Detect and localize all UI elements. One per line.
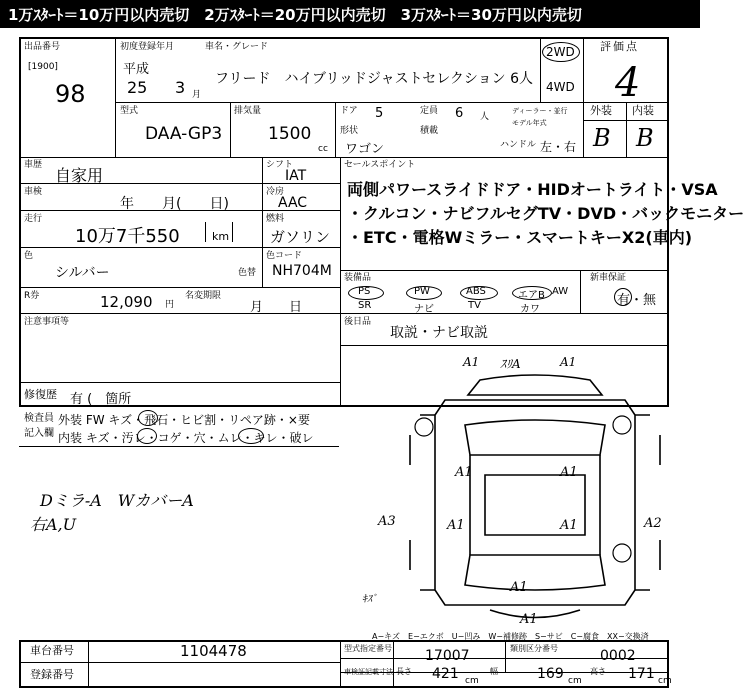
handle-value: 左・右 bbox=[540, 140, 577, 154]
mark-a1-top-right: A1 bbox=[560, 355, 577, 369]
int-grade: B bbox=[636, 124, 654, 152]
inspector-label2: 記入欄 bbox=[24, 428, 54, 439]
fuel-label: 燃料 bbox=[266, 214, 285, 224]
cargo-label: 積載 bbox=[420, 126, 439, 136]
dims-label: 車検証記載寸法 bbox=[344, 668, 393, 676]
width-unit: cm bbox=[568, 676, 582, 686]
int-label: 内装 bbox=[632, 104, 654, 117]
type-value: DAA-GP3 bbox=[145, 124, 223, 144]
reg-number-label: 登録番号 bbox=[30, 668, 74, 681]
equip-navi: ナビ bbox=[414, 304, 434, 315]
equip-airbag: エアB bbox=[518, 290, 545, 301]
lot-label: 出品番号 bbox=[24, 42, 61, 52]
drive-4wd: 4WD bbox=[546, 80, 575, 94]
capacity-label: 定員 bbox=[420, 106, 439, 116]
reg-month: 3 bbox=[175, 78, 186, 97]
equip-label: 装備品 bbox=[344, 273, 372, 283]
era: 平成 bbox=[123, 62, 150, 77]
inspector-label: 検査員 bbox=[24, 413, 54, 424]
sales-line3: ・ETC・電格Wミラー・スマートキーX2(車内) bbox=[347, 228, 693, 247]
equip-pw: PW bbox=[414, 286, 430, 297]
drive-2wd: 2WD bbox=[546, 45, 575, 59]
width-value: 169 bbox=[537, 666, 564, 682]
model-name: フリード ハイブリッドジャストセレクション 6人 bbox=[215, 71, 533, 87]
ac-label: 冷房 bbox=[266, 187, 285, 197]
mark-slide-a: ｽﾘA bbox=[500, 357, 521, 371]
cc-label: 排気量 bbox=[234, 106, 262, 116]
banner-text: 1万ｽﾀｰﾄ＝10万円以内売切 2万ｽﾀｰﾄ＝20万円以内売切 3万ｽﾀｰﾄ＝30万円以内売切 bbox=[8, 5, 582, 24]
new-car-value: 有・無 bbox=[617, 293, 657, 308]
height-value: 171 bbox=[628, 666, 655, 682]
mark-scratch: ｷｽﾞ bbox=[362, 594, 377, 605]
fuel-value: ガソリン bbox=[270, 228, 331, 246]
mark-a1-right-rear: A1 bbox=[560, 518, 578, 533]
diagram-legend: A−キズ E−エクボ U−凹み W−補修跡 S−サビ C−腐食 XX−交換済 bbox=[372, 632, 649, 641]
equip-sr: SR bbox=[358, 300, 372, 311]
cc-value: 1500 bbox=[268, 124, 312, 144]
type-label: 型式 bbox=[120, 106, 139, 116]
reg-year: 25 bbox=[127, 78, 148, 97]
mark-a1-rear: A1 bbox=[510, 580, 528, 595]
top-banner bbox=[0, 0, 700, 28]
mark-a1-bumper: A1 bbox=[520, 612, 538, 627]
color-label: 色 bbox=[24, 251, 34, 261]
reg-label: 初度登録年月 bbox=[120, 42, 175, 52]
handnote-1: Dミラ-A WカバーA bbox=[40, 491, 194, 510]
recycle-label: R券 bbox=[24, 291, 40, 301]
recycle-unit: 円 bbox=[165, 300, 175, 310]
len-unit: cm bbox=[465, 676, 479, 686]
sales-line2: ・クルコン・ナビフルセグTV・DVD・バックモニター bbox=[347, 204, 744, 223]
equip-ps: PS bbox=[358, 286, 371, 297]
ac-value: AAC bbox=[278, 195, 308, 211]
width-label: 幅 bbox=[490, 667, 498, 676]
ext-label: 外装 bbox=[590, 104, 612, 117]
shift-label: シフト bbox=[266, 160, 294, 170]
mark-a1-left-rear: A1 bbox=[447, 518, 465, 533]
sales-line1: 両側パワースライドドア・HIDオートライト・VSA bbox=[347, 180, 718, 199]
mark-a1-top-left: A1 bbox=[463, 355, 480, 369]
capacity-unit: 人 bbox=[480, 112, 490, 122]
equip-abs: ABS bbox=[466, 286, 486, 297]
sales-label: セールスポイント bbox=[344, 160, 416, 170]
repair-value: 有 ( 箇所 bbox=[70, 392, 132, 407]
color-value: シルバー bbox=[55, 265, 110, 281]
cc-unit: cc bbox=[318, 144, 328, 154]
mark-a3: A3 bbox=[378, 514, 396, 529]
equip-leather: カワ bbox=[520, 304, 540, 315]
equip-tv: TV bbox=[468, 300, 481, 311]
month-unit: 月 bbox=[192, 90, 202, 100]
doors-label: ドア bbox=[340, 106, 358, 116]
chassis-value: 1104478 bbox=[180, 642, 247, 660]
shift-value: IAT bbox=[285, 168, 307, 184]
use-value: 自家用 bbox=[55, 166, 104, 185]
mileage-value: 10万7千550 bbox=[75, 226, 180, 247]
inspection-label: 車検 bbox=[24, 187, 43, 197]
lot-sub: [1900] bbox=[28, 62, 58, 72]
doors-value: 5 bbox=[375, 106, 384, 121]
lot-number: 98 bbox=[55, 80, 86, 108]
len-label: 長さ bbox=[396, 667, 412, 676]
notes-label: 注意事項等 bbox=[24, 317, 70, 327]
mark-a1-left-door: A1 bbox=[455, 465, 473, 480]
inspection-value: 年 月( 日) bbox=[120, 196, 229, 212]
use-label: 車歴 bbox=[24, 160, 43, 170]
mileage-unit: km bbox=[212, 230, 230, 243]
ext-grade: B bbox=[593, 124, 611, 152]
shape-value: ワゴン bbox=[345, 142, 385, 157]
recycle-value: 12,090 bbox=[100, 293, 153, 311]
class-label: 類別区分番号 bbox=[510, 644, 558, 653]
inspector-ext: 外装 FW キズ・飛石・ヒビ割・リペア跡・×要 bbox=[58, 413, 310, 427]
color-no-label: 色替 bbox=[238, 268, 257, 278]
len-value: 421 bbox=[432, 666, 459, 682]
eval-score: 4 bbox=[615, 60, 641, 106]
equip-aw: AW bbox=[552, 286, 569, 297]
shape-label: 形状 bbox=[340, 126, 359, 136]
class-value: 0002 bbox=[600, 648, 636, 664]
desig-label: 型式指定番号 bbox=[344, 644, 392, 653]
desig-value: 17007 bbox=[425, 648, 470, 664]
height-unit: cm bbox=[658, 676, 672, 686]
height-label: 高さ bbox=[590, 667, 606, 676]
model-year-label: モデル年式 bbox=[512, 119, 547, 127]
dealer-label: ディーラー・並行 bbox=[512, 107, 568, 115]
model-label: 車名・グレード bbox=[205, 42, 269, 52]
chassis-label: 車台番号 bbox=[30, 644, 74, 657]
color-code-label: 色コード bbox=[266, 251, 303, 261]
inspector-int: 内装 キズ・汚レ・コゲ・穴・ムレ・キレ・破レ bbox=[58, 431, 314, 445]
name-change-label: 名変期限 bbox=[185, 291, 222, 301]
post-value: 取説・ナビ取説 bbox=[390, 325, 488, 341]
capacity-value: 6 bbox=[455, 106, 464, 121]
post-label: 後日品 bbox=[344, 317, 372, 327]
handle-label: ハンドル bbox=[500, 140, 537, 150]
handnote-2: 右A,U bbox=[30, 515, 77, 534]
color-code-value: NH704M bbox=[272, 263, 332, 279]
eval-label: 評価点 bbox=[600, 40, 639, 53]
name-change-value: 月 日 bbox=[250, 300, 303, 315]
mark-a2: A2 bbox=[644, 516, 662, 531]
repair-label: 修復歴 bbox=[24, 388, 57, 401]
new-car-label: 新車保証 bbox=[590, 273, 627, 283]
car-diagram bbox=[390, 355, 680, 635]
mark-a1-right-door: A1 bbox=[560, 465, 578, 480]
mileage-label: 走行 bbox=[24, 214, 43, 224]
